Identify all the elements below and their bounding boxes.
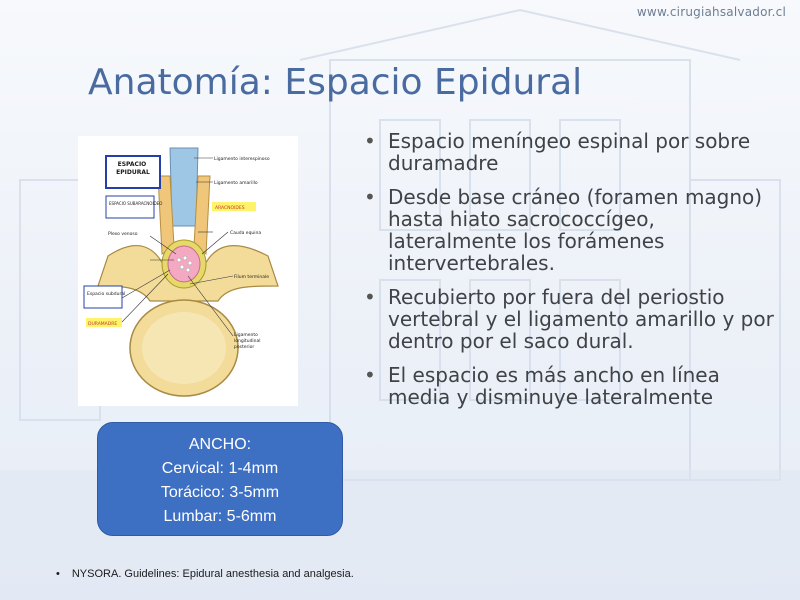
subdural-label-box <box>84 286 122 308</box>
dural-sac-shape <box>168 246 200 282</box>
plexo-venoso-label: Plexo venoso <box>108 232 138 237</box>
bullet-text: Desde base cráneo (foramen magno) hasta hiato sacrococcígeo, lateralmente los forámenes intervertebrales. <box>388 185 763 275</box>
website-url: www.cirugiahsalvador.cl <box>636 5 786 19</box>
reference-bullet-icon: • <box>56 568 60 580</box>
reference-text: NYSORA. Guidelines: Epidural anesthesia and analgesia. <box>71 568 354 580</box>
cauda-equina-label: Cauda equina <box>230 231 262 236</box>
subdural-label: Espacio subdural <box>87 292 126 297</box>
bullet-item <box>362 130 782 174</box>
filum-terminale-label: Filum terminale <box>234 275 269 280</box>
bullet-item <box>362 186 782 274</box>
subaracnoideo-label-box <box>106 196 154 218</box>
bullet-dot-icon: • <box>364 285 376 309</box>
width-toracico: Torácico: 3-5mm <box>160 484 280 501</box>
interspinous-ligament-shape <box>170 148 198 226</box>
bullet-dot-icon: • <box>364 129 376 153</box>
bullet-dot-icon: • <box>364 185 376 209</box>
bullet-text: Recubierto por fuera del periostio vertebral y el ligamento amarillo y por dentro por el saco dural. <box>388 285 774 353</box>
slide-title: Anatomía: Espacio Epidural <box>88 62 583 103</box>
bullet-text: Espacio meníngeo espinal por sobre duramadre <box>388 129 751 175</box>
width-info-box <box>97 422 343 536</box>
lig-amarillo-label: Ligamento amarillo <box>214 181 258 186</box>
bullet-list <box>362 130 782 420</box>
bullet-item <box>362 364 782 408</box>
bullet-dot-icon: • <box>364 363 376 387</box>
bullet-item <box>362 286 782 352</box>
width-cervical: Cervical: 1-4mm <box>161 460 279 477</box>
reference-footnote <box>56 568 354 580</box>
lig-longitudinal-label: Ligamento longitudinal posterior <box>234 333 261 350</box>
epidural-label: ESPACIO EPIDURAL <box>116 161 150 176</box>
duramadre-label: DURAMADRE <box>88 322 118 327</box>
subaracnoideo-label: ESPACIO SUBARACNOIDEO <box>109 201 163 206</box>
lig-interespinoso-label: Ligamento interespinoso <box>214 157 270 162</box>
width-lumbar: Lumbar: 5-6mm <box>163 508 277 525</box>
width-heading: ANCHO: <box>188 436 252 453</box>
bullet-text: El espacio es más ancho en línea media y disminuye lateralmente <box>388 363 720 409</box>
aracnoides-label: ARACNOIDES <box>215 206 245 211</box>
epidural-anatomy-figure <box>78 136 298 406</box>
